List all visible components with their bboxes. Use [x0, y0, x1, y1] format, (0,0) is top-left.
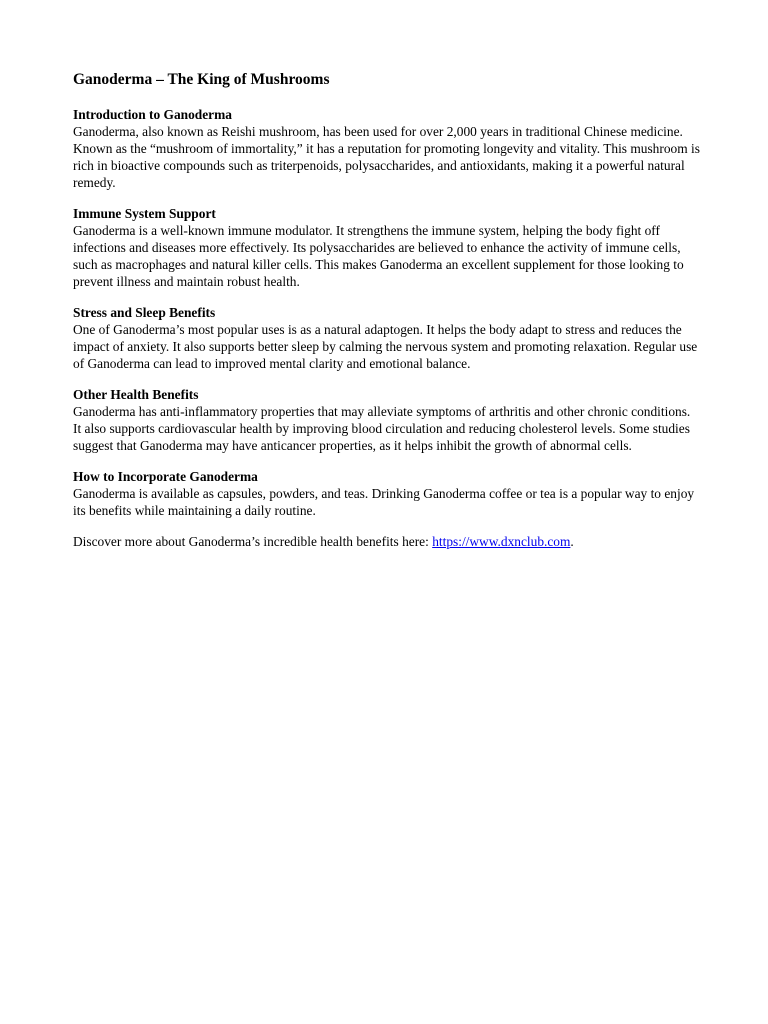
website-link[interactable]: https://www.dxnclub.com [432, 534, 571, 549]
section-heading: Other Health Benefits [73, 387, 199, 402]
section-body: Ganoderma is a well-known immune modulator. It strengthens the immune system, helping the body fight off infections and diseases more effectively. Its polysaccharides are believed to enhance the activity of immune cells, such as macrophages and natural killer cells. This makes Ganoderma an excellent supplement for those looking to prevent illness and maintain robust health. [73, 223, 684, 289]
section-introduction [73, 106, 701, 191]
section-stress-sleep [73, 304, 701, 372]
section-body: Ganoderma is available as capsules, powders, and teas. Drinking Ganoderma coffee or tea is a popular way to enjoy its benefits while maintaining a daily routine. [73, 486, 695, 518]
section-body: Ganoderma, also known as Reishi mushroom, has been used for over 2,000 years in traditional Chinese medicine. Known as the “mushroom of immortality,” it has a reputation for promoting longevity and vitality. This mushroom is rich in bioactive compounds such as triterpenoids, polysaccharides, and antioxidants, making it a powerful natural remedy. [73, 124, 700, 190]
closing-text: Discover more about Ganoderma’s incredible health benefits here: [73, 534, 433, 549]
section-other-benefits [73, 386, 701, 454]
section-body: Ganoderma has anti-inflammatory properties that may alleviate symptoms of arthritis and other chronic conditions. It also supports cardiovascular health by improving blood circulation and reducing cholesterol levels. Some studies suggest that Ganoderma may have anticancer properties, as it helps inhibit the growth of abnormal cells. [73, 404, 691, 453]
document-page [73, 70, 701, 550]
section-heading: Immune System Support [73, 206, 216, 221]
closing-paragraph [73, 533, 701, 550]
section-heading: How to Incorporate Ganoderma [73, 469, 258, 484]
section-how-to-incorporate [73, 468, 701, 519]
closing-period: . [570, 534, 574, 549]
section-heading: Stress and Sleep Benefits [73, 305, 216, 320]
section-heading: Introduction to Ganoderma [73, 107, 232, 122]
section-body: One of Ganoderma’s most popular uses is as a natural adaptogen. It helps the body adapt to stress and reduces the impact of anxiety. It also supports better sleep by calming the nervous system and promoting relaxation. Regular use of Ganoderma can lead to improved mental clarity and emotional balance. [73, 322, 698, 371]
document-title: Ganoderma – The King of Mushrooms [73, 71, 330, 88]
section-immune-support [73, 205, 701, 290]
